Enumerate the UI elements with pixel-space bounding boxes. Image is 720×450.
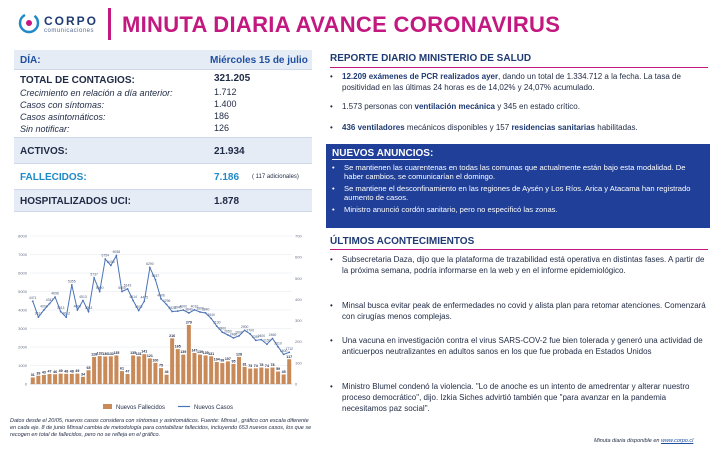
- case-label: 4296: [162, 299, 171, 304]
- death-bar: [176, 349, 180, 384]
- death-bar: [248, 369, 252, 384]
- chart-footnote: [10, 418, 314, 439]
- y-tick-left: 4000: [18, 307, 27, 313]
- death-label: 39: [36, 371, 41, 376]
- death-label: 121: [146, 353, 153, 358]
- news-item: [332, 184, 704, 203]
- death-bar: [187, 325, 191, 384]
- y-tick-right: 0: [295, 381, 298, 387]
- case-point: [99, 291, 101, 293]
- death-bar: [42, 375, 46, 384]
- case-label: 5355: [68, 279, 76, 284]
- death-label: 165: [174, 344, 181, 349]
- death-bar: [170, 338, 174, 384]
- death-label: 128: [236, 352, 243, 357]
- news-text: Se mantiene el desconfinamiento en las regiones de Aysén y Los Ríos. Arica y Atacama han registrado aumento de casos.: [344, 184, 691, 203]
- case-point: [143, 300, 145, 302]
- fallecidos-value: 7.186: [214, 172, 240, 183]
- death-label: 131: [107, 351, 114, 356]
- death-label: 44: [164, 370, 169, 375]
- case-point: [255, 339, 257, 341]
- y-tick-right: 500: [295, 275, 302, 281]
- uci-label: HOSPITALIZADOS UCI:: [20, 196, 131, 207]
- case-label: 6754: [101, 253, 110, 258]
- case-point: [166, 304, 168, 306]
- corpo-link[interactable]: www.corpo.cl: [660, 438, 694, 444]
- event-item: [330, 335, 706, 357]
- footnote-text: Datos desde el 20/05, nuevos casos considera con síntomas y asintomáticos. Fuente: Minsal , gráfico con escala diferente en cada eje. 8 de junio Minsal cambia de metodología para contabilizar fallecidos, incluyendo 653 nuevos casos, los que se recogen en total de fallecidos, pero no se refleja en el gráfico.: [10, 418, 312, 438]
- disponible-note: [594, 438, 693, 444]
- death-label: 99: [220, 358, 225, 363]
- death-bar: [265, 368, 269, 384]
- case-point: [288, 351, 290, 353]
- row-total-contagios: [14, 70, 312, 138]
- case-label: 2010: [274, 341, 282, 346]
- total-label: TOTAL DE CONTAGIOS:: [20, 75, 135, 86]
- case-label: 4471: [29, 295, 37, 300]
- event-item: [330, 254, 706, 276]
- death-bar: [181, 355, 185, 384]
- fallecidos-extra: ( 117 adicionales): [252, 174, 299, 180]
- death-label: 104: [213, 357, 220, 362]
- y-tick-left: 7000: [18, 252, 27, 257]
- death-bar: [226, 361, 230, 384]
- report-highlight: 12.209 exámenes de PCR realizados ayer: [342, 72, 499, 81]
- death-label: 135: [202, 350, 209, 355]
- case-label: 5637: [151, 274, 160, 279]
- death-label: 31: [30, 372, 35, 377]
- case-point: [116, 255, 118, 257]
- case-point: [65, 316, 67, 318]
- total-value: 321.205: [214, 73, 251, 84]
- death-label: 61: [119, 366, 124, 371]
- activos-label: ACTIVOS:: [20, 146, 68, 157]
- disponible-text: Minuta diaria disponible en: [594, 438, 661, 444]
- case-label: 4475: [140, 295, 149, 300]
- death-label: 45: [281, 369, 286, 374]
- death-bar: [198, 355, 202, 384]
- bullet-icon: •: [332, 163, 335, 172]
- case-point: [283, 354, 285, 356]
- case-label: 2900: [240, 324, 249, 329]
- death-bar: [64, 374, 68, 384]
- case-label: 3612: [62, 311, 71, 316]
- case-point: [266, 343, 268, 345]
- news-item: [332, 163, 704, 182]
- death-label: 48: [64, 369, 69, 374]
- case-point: [171, 311, 173, 313]
- death-label: 128: [91, 352, 98, 357]
- death-bar: [31, 377, 35, 384]
- case-point: [216, 325, 218, 327]
- case-point: [182, 309, 184, 311]
- death-bar: [220, 363, 224, 384]
- activos-value: 21.934: [214, 146, 245, 157]
- bullet-icon: •: [330, 123, 333, 132]
- death-label: 65: [86, 365, 91, 370]
- row-activos: [14, 138, 312, 164]
- death-label: 78: [259, 363, 264, 368]
- death-label: 78: [270, 363, 275, 368]
- case-point: [43, 309, 45, 311]
- y-tick-right: 400: [295, 296, 302, 302]
- report-title: REPORTE DIARIO MINISTERIO DE SALUD: [330, 53, 532, 64]
- death-bar: [276, 372, 280, 384]
- death-label: 73: [248, 364, 253, 369]
- bullet-icon: •: [330, 301, 333, 310]
- case-label: 5737: [90, 272, 98, 277]
- case-point: [71, 284, 73, 286]
- death-label: 139: [180, 350, 187, 355]
- death-label: 139: [197, 350, 204, 355]
- case-point: [104, 258, 106, 260]
- case-point: [260, 339, 262, 341]
- case-label: 3913: [56, 306, 65, 311]
- case-label: 2800: [218, 326, 227, 331]
- death-bar: [87, 370, 91, 384]
- case-label: 1600: [279, 348, 288, 353]
- death-label: 49: [58, 369, 63, 374]
- bullet-icon: •: [330, 255, 333, 264]
- death-bar: [36, 376, 40, 384]
- bullet-icon: •: [330, 336, 333, 345]
- case-point: [121, 291, 123, 293]
- case-label: 3920: [168, 305, 176, 310]
- case-point: [60, 311, 62, 313]
- news-section: [326, 144, 710, 228]
- logo-mark-icon: [18, 12, 40, 34]
- death-bar: [109, 356, 113, 384]
- report-text: 1.573 personas con: [342, 102, 415, 111]
- case-point: [49, 303, 51, 305]
- y-tick-left: 0: [24, 381, 27, 387]
- case-point: [88, 311, 90, 313]
- death-label: 216: [169, 333, 176, 338]
- case-point: [233, 337, 235, 339]
- death-label: 135: [130, 350, 137, 355]
- death-bar: [98, 356, 102, 384]
- case-label: 3972: [134, 305, 143, 310]
- case-point: [177, 310, 179, 312]
- report-item: [330, 102, 706, 113]
- death-bar: [48, 374, 52, 384]
- report-item: [330, 72, 706, 93]
- legend-swatch-deaths: [103, 404, 112, 409]
- y-tick-right: 600: [295, 254, 302, 260]
- sub-label: Sin notificar:: [20, 124, 70, 134]
- case-point: [54, 296, 56, 298]
- death-label: 74: [264, 363, 269, 368]
- case-label: 5143: [123, 283, 132, 288]
- y-tick-left: 6000: [18, 270, 27, 276]
- death-bar: [59, 374, 63, 384]
- case-label: 4000: [40, 304, 48, 309]
- case-point: [244, 329, 246, 331]
- death-label: 279: [185, 320, 192, 325]
- news-underline: [332, 159, 420, 160]
- report-text: mecánicos disponibles y 157: [404, 123, 512, 132]
- news-title: NUEVOS ANUNCIOS:: [332, 148, 434, 159]
- case-label: 2150: [263, 338, 271, 343]
- death-label: 47: [125, 369, 130, 374]
- case-point: [110, 265, 112, 267]
- news-text: Ministro anunció cordón sanitario, pero no especificó las zonas.: [344, 205, 558, 214]
- case-point: [238, 335, 240, 337]
- cases-deaths-chart: [8, 226, 312, 414]
- case-point: [205, 312, 207, 314]
- bullet-icon: •: [330, 72, 333, 81]
- case-label: 3940: [173, 305, 182, 310]
- case-point: [199, 311, 201, 313]
- report-highlight: 436 ventiladores: [342, 123, 405, 132]
- sub-value: 126: [214, 123, 230, 133]
- death-bar: [92, 357, 96, 384]
- case-point: [76, 309, 78, 311]
- case-label: 4010: [190, 304, 199, 309]
- case-label: 2400: [257, 334, 266, 339]
- row-uci: [14, 190, 312, 212]
- case-label: 4514: [129, 294, 137, 299]
- sub-value: 1.400: [214, 99, 237, 109]
- death-bar: [192, 353, 196, 384]
- row-fallecidos: [14, 164, 312, 190]
- y-tick-right: 700: [295, 233, 302, 239]
- case-label: 6290: [146, 262, 154, 267]
- case-label: 2650: [224, 329, 232, 334]
- y-tick-left: 3000: [18, 326, 27, 331]
- bullet-icon: •: [332, 184, 335, 193]
- report-text: habilitadas.: [595, 123, 638, 132]
- death-bar: [270, 368, 274, 384]
- case-label: 3840: [201, 307, 210, 312]
- sub-label: Casos con síntomas:: [20, 100, 105, 110]
- death-bar: [120, 371, 124, 384]
- case-point: [249, 333, 251, 335]
- death-label: 131: [135, 351, 142, 356]
- event-item: [330, 300, 706, 322]
- case-label: 6938: [112, 250, 121, 255]
- case-point: [82, 300, 84, 302]
- death-bar: [209, 356, 213, 384]
- case-point: [149, 267, 151, 269]
- event-text: Minsal busca evitar peak de enfermedades no covid y alista plan para retomar atenciones. Comenzará con cirugías menos complejas.: [342, 301, 706, 321]
- death-bar: [204, 355, 208, 384]
- event-text: Una vacuna en investigación contra el virus SARS-COV-2 fue bien tolerada y generó una actividad de anticuerpos neutralizantes en adultos sanos en los que fue probada en Estados Unidos: [342, 336, 703, 356]
- death-bar: [70, 374, 74, 384]
- death-label: 135: [113, 350, 120, 355]
- y-tick-right: 100: [295, 360, 302, 366]
- death-label: 132: [96, 351, 103, 356]
- case-point: [194, 309, 196, 311]
- y-tick-left: 1000: [18, 363, 27, 368]
- case-label: 4342: [45, 298, 54, 303]
- legend-label: Nuevos Casos: [194, 405, 234, 411]
- death-label: 34: [80, 372, 85, 377]
- case-label: 4696: [51, 291, 59, 296]
- uci-value: 1.878: [214, 196, 240, 207]
- case-point: [132, 300, 134, 302]
- report-section: [326, 50, 710, 142]
- y-tick-right: 200: [295, 339, 302, 345]
- header: [0, 0, 720, 48]
- death-bar: [282, 374, 286, 384]
- death-bar: [254, 368, 258, 384]
- case-label: 4000: [179, 304, 188, 309]
- sub-value: 186: [214, 111, 230, 121]
- brand-sub: comunicaciones: [44, 28, 95, 34]
- case-point: [277, 346, 279, 348]
- case-point: [221, 331, 223, 333]
- stats-panel: [14, 50, 312, 212]
- death-bar: [237, 357, 241, 384]
- y-tick-left: 8000: [18, 233, 27, 239]
- report-highlight: ventilación mecánica: [414, 102, 495, 111]
- case-label: 3913: [84, 306, 93, 311]
- news-item: [332, 205, 704, 214]
- case-label: 5000: [95, 286, 104, 290]
- death-label: 131: [208, 351, 215, 356]
- case-label: 2460: [268, 332, 277, 337]
- case-point: [37, 316, 39, 318]
- death-label: 141: [141, 349, 148, 354]
- report-text: y 345 en estado crítico.: [494, 102, 580, 111]
- death-bar: [243, 367, 247, 384]
- case-point: [160, 298, 162, 300]
- event-text: Subsecretaria Daza, dijo que la plataforma de trazabilidad está operativa en distintas fases. A partir de la próxima semana, podría informarse en la web y en el informe epidemiológico.: [342, 255, 705, 275]
- death-bar: [103, 357, 107, 384]
- death-label: 47: [47, 369, 52, 374]
- corpo-logo: [18, 10, 98, 40]
- death-bar: [75, 374, 79, 384]
- case-label: 4606: [157, 293, 165, 298]
- case-point: [138, 310, 140, 312]
- case-label: 2600: [235, 330, 243, 335]
- death-bar: [126, 374, 130, 384]
- case-point: [272, 338, 274, 340]
- case-label: 6405: [107, 260, 115, 265]
- case-label: 2486: [229, 332, 238, 337]
- divider: [330, 249, 708, 250]
- death-bar: [231, 364, 235, 384]
- chart-svg: [8, 226, 312, 414]
- death-bar: [159, 368, 163, 384]
- sub-value: 1.712: [214, 87, 237, 97]
- row-dia: [14, 50, 312, 70]
- case-label: 3617: [34, 311, 43, 316]
- event-item: [330, 381, 706, 414]
- case-label: 2357: [251, 334, 260, 339]
- report-item: [330, 123, 706, 134]
- case-point: [227, 334, 229, 336]
- case-label: 4513: [79, 295, 87, 300]
- death-bar: [137, 356, 141, 384]
- death-bar: [142, 354, 146, 384]
- death-bar: [287, 359, 291, 384]
- bullet-icon: •: [332, 205, 335, 214]
- case-point: [155, 279, 157, 281]
- death-bar: [215, 362, 219, 384]
- case-label: 2700: [246, 328, 254, 333]
- death-label: 43: [41, 370, 46, 375]
- death-label: 130: [102, 352, 109, 357]
- y-tick-right: 300: [295, 318, 302, 324]
- case-point: [93, 277, 95, 279]
- brand-name: CORPO: [44, 14, 99, 28]
- death-bar: [131, 355, 135, 384]
- death-label: 100: [152, 358, 159, 363]
- case-label: 3130: [212, 320, 221, 325]
- death-bar: [153, 363, 157, 384]
- sub-label: Casos asintomáticos:: [20, 112, 106, 122]
- divider: [330, 67, 708, 68]
- death-label: 74: [253, 363, 258, 368]
- death-bar: [148, 358, 152, 384]
- sub-label: Crecimiento en relación a día anterior:: [20, 88, 173, 98]
- case-label: 5000: [118, 286, 126, 290]
- case-label: 3540: [207, 313, 215, 318]
- death-bar: [165, 375, 169, 384]
- bullet-icon: •: [330, 102, 333, 111]
- header-separator: [108, 8, 111, 40]
- event-text: Ministro Blumel condenó la violencia. "Lo de anoche es un intento de amedrentar y alterar nuestro proceso democrático", dijo. Izkia Siches advirtió también que "para avanzar en la pandemia necesitamos paz social".: [342, 382, 690, 413]
- case-point: [210, 318, 212, 320]
- dia-value: Miércoles 15 de julio: [210, 55, 308, 66]
- case-label: 3840: [185, 307, 193, 312]
- death-bar: [81, 377, 85, 384]
- bullet-icon: •: [330, 382, 333, 391]
- last-title: ÚLTIMOS ACONTECIMIENTOS: [330, 236, 475, 247]
- page-title: MINUTA DIARIA AVANCE CORONAVIRUS: [122, 12, 561, 37]
- dia-label: DÍA:: [20, 55, 41, 66]
- death-label: 95: [231, 359, 236, 364]
- case-point: [127, 288, 129, 290]
- report-highlight: residencias sanitarias: [511, 123, 596, 132]
- case-point: [188, 312, 190, 314]
- y-tick-left: 5000: [18, 289, 27, 294]
- death-label: 147: [191, 348, 198, 353]
- death-label: 117: [286, 354, 293, 359]
- death-bar: [53, 374, 57, 384]
- news-text: Se mantienen las cuarentenas en todas las comunas que actualmente están bajo esta modalidad. De haber cambios, se comunicarían el domingo.: [344, 163, 686, 182]
- death-bar: [259, 368, 263, 384]
- case-label: 4000: [73, 304, 82, 309]
- report-text: , dando un total de 1.334.712 a la fecha. La tasa de positividad en las últimas 24 horas es de 14,02% y 24,07% acumulado.: [342, 72, 681, 92]
- legend-label: Nuevos Fallecidos: [116, 405, 166, 411]
- fallecidos-label: FALLECIDOS:: [20, 172, 87, 183]
- death-label: 48: [69, 369, 74, 374]
- case-point: [32, 300, 34, 302]
- death-bar: [114, 355, 118, 384]
- y-tick-left: 2000: [18, 344, 27, 350]
- death-label: 81: [242, 362, 247, 367]
- death-label: 107: [224, 356, 231, 361]
- case-label: 1712: [285, 346, 293, 351]
- case-label: 3890: [196, 306, 204, 311]
- death-label: 46: [53, 369, 58, 374]
- death-label: 49: [75, 369, 80, 374]
- death-label: 75: [159, 363, 163, 368]
- death-label: 59: [276, 367, 281, 372]
